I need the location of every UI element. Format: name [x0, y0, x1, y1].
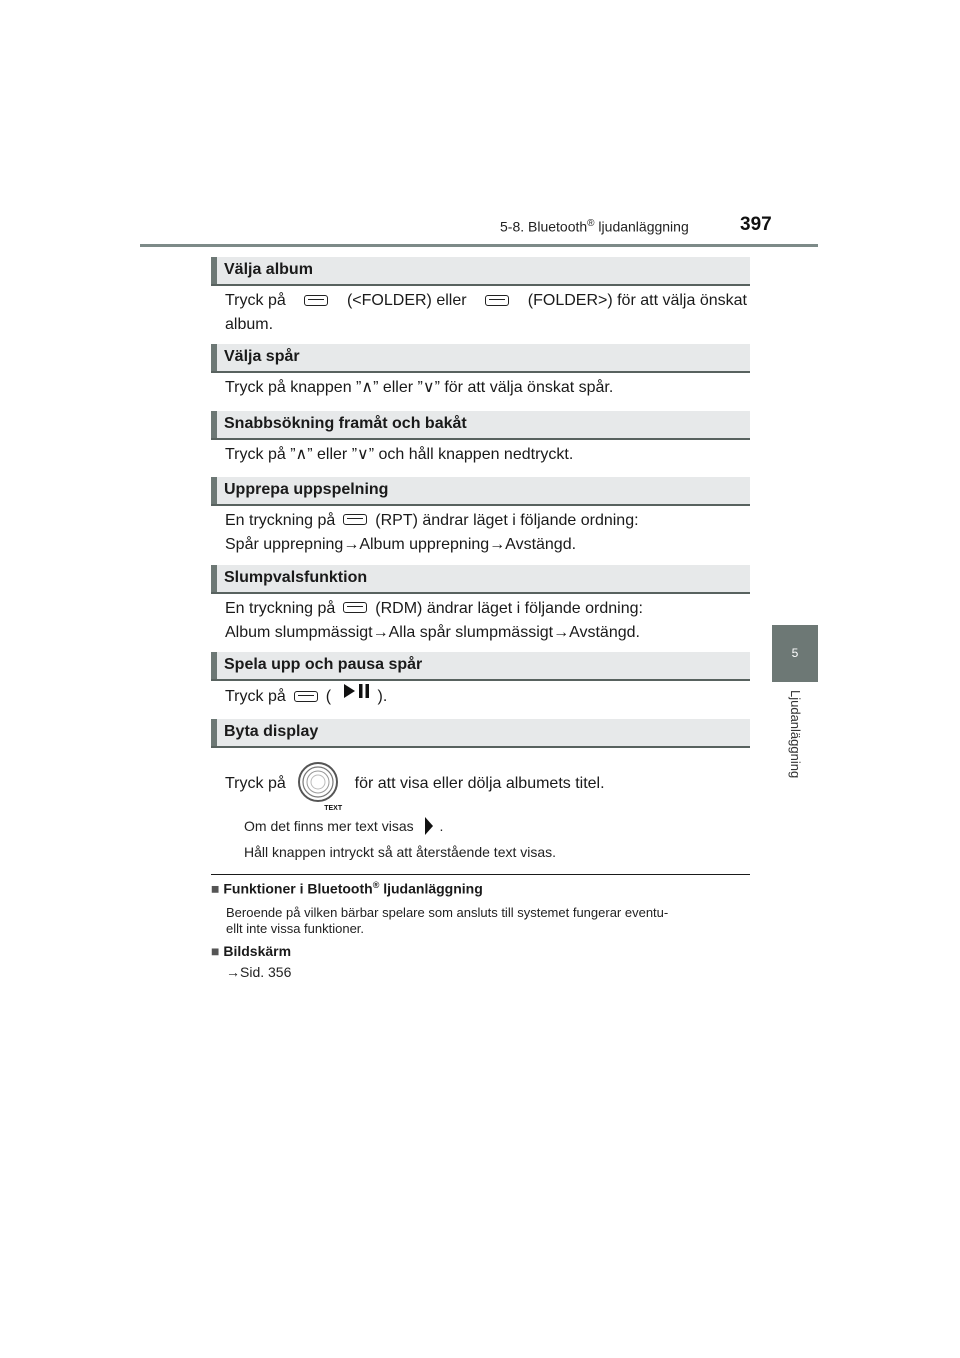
heading-bar-snabbsokning — [211, 411, 750, 440]
paragraph-spela-upp — [225, 685, 387, 709]
heading-bar-valja-album — [211, 257, 750, 286]
header-divider — [140, 244, 818, 247]
section-heading: Upprepa uppspelning — [224, 481, 389, 498]
note-more-text — [244, 816, 443, 839]
paragraph-valja-album — [225, 289, 747, 337]
text: En tryckning på — [225, 512, 336, 529]
note-link-bildskarm[interactable]: →Sid. 356 — [226, 964, 292, 980]
text: ( — [325, 688, 332, 706]
text: för att visa eller dölja albumets titel. — [354, 775, 605, 793]
square-bullet-icon: ■ — [211, 943, 220, 959]
text: Tryck på — [225, 775, 286, 793]
button-icon — [304, 295, 328, 306]
section-heading: Snabbsökning framåt och bakåt — [224, 415, 467, 432]
section-heading: Välja album — [224, 261, 313, 278]
button-icon — [343, 602, 367, 613]
text: ). — [377, 688, 388, 706]
text: album. — [225, 316, 274, 333]
text: Bildskärm — [223, 943, 292, 959]
text: . — [439, 818, 444, 835]
text: Album slumpmässigt→Alla spår slumpmässigt→Avstängd. — [225, 624, 640, 641]
section-heading: Slumpvalsfunktion — [224, 569, 368, 586]
text: (RDM) ändrar läget i följande ordning: — [375, 600, 643, 617]
note-heading-bluetooth — [211, 880, 483, 897]
button-icon — [294, 691, 318, 702]
section-header — [500, 218, 689, 235]
text: Tryck på — [225, 688, 286, 706]
note-hold-button: Håll knappen intryckt så att återstående text visas. — [244, 844, 557, 860]
text: Spår upprepning→Album upprepning→Avstängd. — [225, 536, 577, 553]
section-header-prefix: 5-8. Bluetooth — [500, 218, 588, 235]
text: Beroende på vilken bärbar spelare som ansluts till systemet fungerar eventu- — [226, 905, 669, 920]
text-knob-icon — [296, 759, 344, 812]
text: En tryckning på — [225, 600, 336, 617]
note-text-bluetooth — [226, 905, 668, 937]
text: (RPT) ändrar läget i följande ordning: — [375, 512, 639, 529]
square-bullet-icon: ■ — [211, 880, 220, 897]
text: ellt inte vissa funktioner. — [226, 921, 365, 936]
heading-bar-spela-upp — [211, 652, 750, 681]
knob-label: TEXT — [324, 805, 343, 812]
registered-mark: ® — [587, 218, 595, 229]
page-number: 397 — [740, 214, 772, 235]
more-text-arrow-icon — [424, 816, 434, 839]
paragraph-valja-spar: Tryck på knappen ”∧” eller ”∨” för att välja önskat spår. — [225, 379, 614, 396]
play-pause-icon — [342, 683, 372, 707]
notes-divider — [211, 874, 750, 875]
note-heading-bildskarm — [211, 943, 291, 959]
button-icon — [485, 295, 509, 306]
text: Om det finns mer text visas — [244, 818, 414, 835]
text: Funktioner i Bluetooth — [223, 880, 373, 897]
text: (<FOLDER) eller — [346, 292, 467, 309]
heading-bar-byta-display — [211, 719, 750, 748]
paragraph-upprepa — [225, 509, 639, 557]
section-heading: Välja spår — [224, 348, 300, 365]
chapter-tab: 5 — [772, 625, 818, 682]
paragraph-snabbsokning: Tryck på ”∧” eller ”∨” och håll knappen nedtryckt. — [225, 446, 574, 463]
paragraph-byta-display — [225, 759, 605, 812]
text: Tryck på — [225, 292, 286, 309]
section-heading: Spela upp och pausa spår — [224, 656, 423, 673]
registered-mark: ® — [372, 880, 380, 890]
button-icon — [343, 514, 367, 525]
section-header-suffix: ljudanläggning — [594, 218, 689, 235]
heading-bar-slumpval — [211, 565, 750, 594]
text: ljudanläggning — [379, 880, 483, 897]
heading-bar-upprepa — [211, 477, 750, 506]
heading-bar-valja-spar — [211, 344, 750, 373]
text: (FOLDER>) för att välja önskat — [527, 292, 747, 309]
paragraph-slumpval — [225, 597, 643, 645]
section-heading: Byta display — [224, 723, 319, 740]
chapter-tab-label: Ljudanläggning — [788, 690, 803, 779]
